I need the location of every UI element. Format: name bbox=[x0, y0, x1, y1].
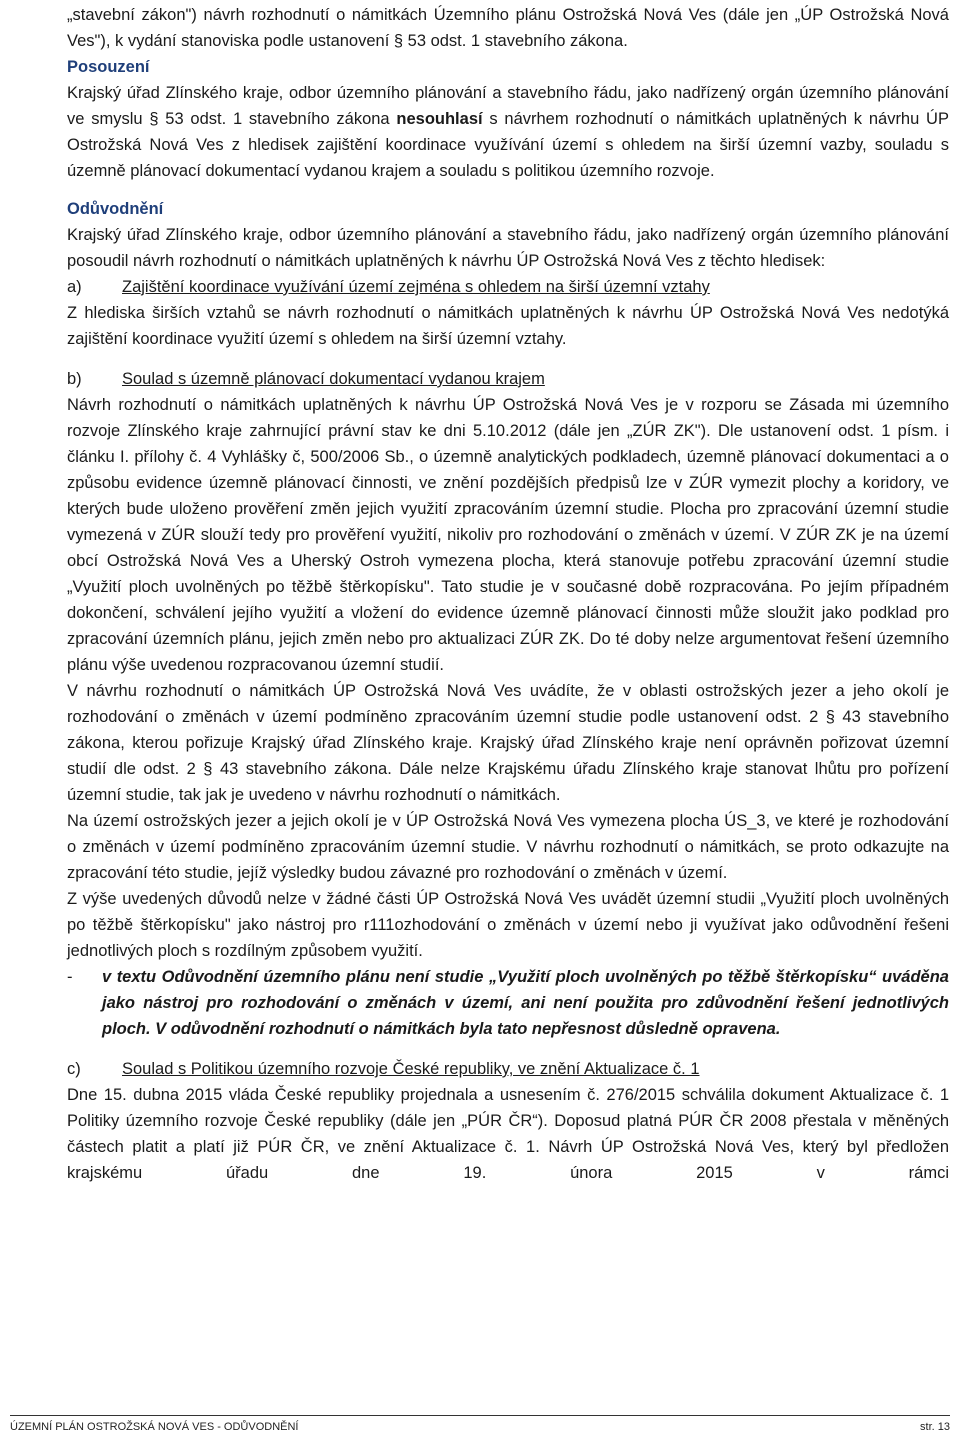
document-page bbox=[67, 0, 949, 1186]
footer-page-number: str. 13 bbox=[920, 1421, 950, 1433]
oduvodneni-intro: Krajský úřad Zlínského kraje, odbor územního plánování a stavebního řádu, jako nadřízený orgán územního plánování posoudil návrh rozhodnutí o námitkách uplatněných k návrhu ÚP Ostrožská Nová Ves z těchto hledisek: bbox=[67, 226, 949, 270]
section-b-text-3: Na území ostrožských jezer a jejich okolí je v ÚP Ostrožská Nová Ves vymezena plocha ÚS_3, ve které je rozhodování o změnách v území podmíněno zpracováním územní studie. V návrhu rozhodnutí o námitkách, se proto odkazujte na zpracování této studie, jejíž výsledky budou závazné pro rozhodování o změnách v území. bbox=[67, 812, 949, 882]
heading-posouzeni: Posouzení bbox=[67, 58, 150, 76]
intro-paragraph: „stavební zákon") návrh rozhodnutí o námitkách Územního plánu Ostrožská Nová Ves (dále jen „ÚP Ostrožská Nová Ves"), k vydání stanoviska podle ustanovení § 53 odst. 1 stavebního zákona. bbox=[67, 6, 949, 50]
posouzeni-text-a: Krajský úřad Zlínského kraje, odbor územního plánování a stavebního řádu, jako nadřízený orgán územního plánování ve smyslu § 53 odst. 1 stavebního zákona bbox=[67, 84, 949, 128]
posouzeni-bold: nesouhlasí bbox=[396, 110, 483, 128]
section-b-text-4: Z výše uvedených důvodů nelze v žádné části ÚP Ostrožská Nová Ves uvádět územní studii „Využití ploch uvolněných po těžbě štěrkopísku" jako nástroj pro r111ozhodování o změnách v území nebo ji využívat jako odůvodnění řešeni jednotlivých ploch s rozdílným způsobem využití. bbox=[67, 890, 949, 960]
section-a-title bbox=[67, 274, 949, 300]
section-c-title bbox=[67, 1056, 949, 1082]
dash-label: - bbox=[67, 968, 73, 986]
section-c-text: Dne 15. dubna 2015 vláda České republiky projednala a usnesením č. 276/2015 schválila dokument Aktualizace č. 1 Politiky územního rozvoje České republiky (dále jen „PÚR ČR“). Doposud platná PÚR ČR 2008 přestala v měněných částech platit a platí již PÚR ČR, ve znění Aktualizace č. 1. Návrh ÚP Ostrožská Nová Ves, který byl předložen krajskému úřadu dne 19. února 2015 v rámci bbox=[67, 1086, 949, 1182]
section-b-heading: Soulad s územně plánovací dokumentací vydanou krajem bbox=[122, 370, 545, 388]
posouzeni-paragraph bbox=[67, 80, 949, 184]
page-footer bbox=[10, 1415, 950, 1435]
dash-note bbox=[67, 964, 949, 1042]
heading-oduvodneni: Odůvodnění bbox=[67, 200, 164, 218]
section-b-text-2: V návrhu rozhodnutí o námitkách ÚP Ostrožská Nová Ves uvádíte, že v oblasti ostrožských jezer a jeho okolí je rozhodování o změnách v území podmíněno zpracováním územní studie podle ustanovení odst. 2 § 43 stavebního zákona, kterou pořizuje Krajský úřad Zlínského kraje. Krajský úřad Zlínského kraje není oprávněn pořizovat územní studií dle odst. 2 § 43 stavebního zákona. Dále nelze Krajskému úřadu Zlínského kraje stanovat lhůtu pro pořízení územní studie, tak jak je uvedeno v návrhu rozhodnutí o námitkách. bbox=[67, 682, 949, 804]
section-b-label: b) bbox=[67, 370, 82, 388]
section-b-title bbox=[67, 366, 949, 392]
dash-note-text: v textu Odůvodnění územního plánu není studie „Využití ploch uvolněných po těžbě štěrkopísku“ uváděna jako nástroj pro rozhodování o změnách v území, ani není použita pro zdůvodnění řešení jednotlivých ploch. V odůvodnění rozhodnutí o námitkách byla tato nepřesnost důsledně opravena. bbox=[102, 968, 949, 1038]
section-a-text: Z hlediska širších vztahů se návrh rozhodnutí o námitkách uplatněných k návrhu ÚP Ostrožská Nová Ves nedotýká zajištění koordinace využití území s ohledem na širší územní vztahy. bbox=[67, 304, 949, 348]
posouzeni-text-b: s návrhem rozhodnutí o námitkách uplatněných k návrhu ÚP Ostrožská Nová Ves z hledisek zajištění koordinace využívání území s ohledem na širší územní vazby, souladu s územně plánovací dokumentací vydanou krajem a souladu s politikou územního rozvoje. bbox=[67, 110, 949, 180]
section-a-label: a) bbox=[67, 278, 82, 296]
footer-title: ÚZEMNÍ PLÁN OSTROŽSKÁ NOVÁ VES - ODŮVODNĚNÍ bbox=[10, 1421, 299, 1433]
section-b-text-1: Návrh rozhodnutí o námitkách uplatněných k návrhu ÚP Ostrožská Nová Ves je v rozporu se Zásada mi územního rozvoje Zlínského kraje zahrnující právní stav ke dni 5.10.2012 (dále jen „ZÚR ZK"). Dle ustanovení odst. 1 písm. i článku I. přílohy č. 4 Vyhlášky č, 500/2006 Sb., o územně analytických podkladech, územně plánovací dokumentaci a o způsobu evidence územně plánovací činnosti, ve znění pozdějších předpisů lze v ZÚR vymezit plochy a koridory, ve kterých bude uloženo prověření změn jejich využití zpracováním územní studie. Plocha pro zpracování územní studie vymezená v ZÚR slouží tedy pro prověření využití, nikoliv pro rozhodování o změnách v území. V ZÚR ZK je na území obcí Ostrožská Nová Ves a Uherský Ostroh vymezena plocha, která stanovuje potřebu zpracování územní studie „Využití ploch uvolněných po těžbě štěrkopísku". Tato studie je v současné době rozpracována. Po jejím případném dokončení, schválení jejího využití a vložení do evidence územně plánovací činnosti může sloužit jako podklad pro zpracování územních plánu, jejich změn nebo pro aktualizaci ZÚR ZK. Do té doby nelze argumentovat řešení územního plánu výše uvedenou rozpracovanou územní studií. bbox=[67, 396, 949, 674]
section-a-heading: Zajištění koordinace využívání území zejména s ohledem na širší územní vztahy bbox=[122, 278, 710, 296]
section-c-heading: Soulad s Politikou územního rozvoje České republiky, ve znění Aktualizace č. 1 bbox=[122, 1060, 700, 1078]
section-c-label: c) bbox=[67, 1060, 81, 1078]
